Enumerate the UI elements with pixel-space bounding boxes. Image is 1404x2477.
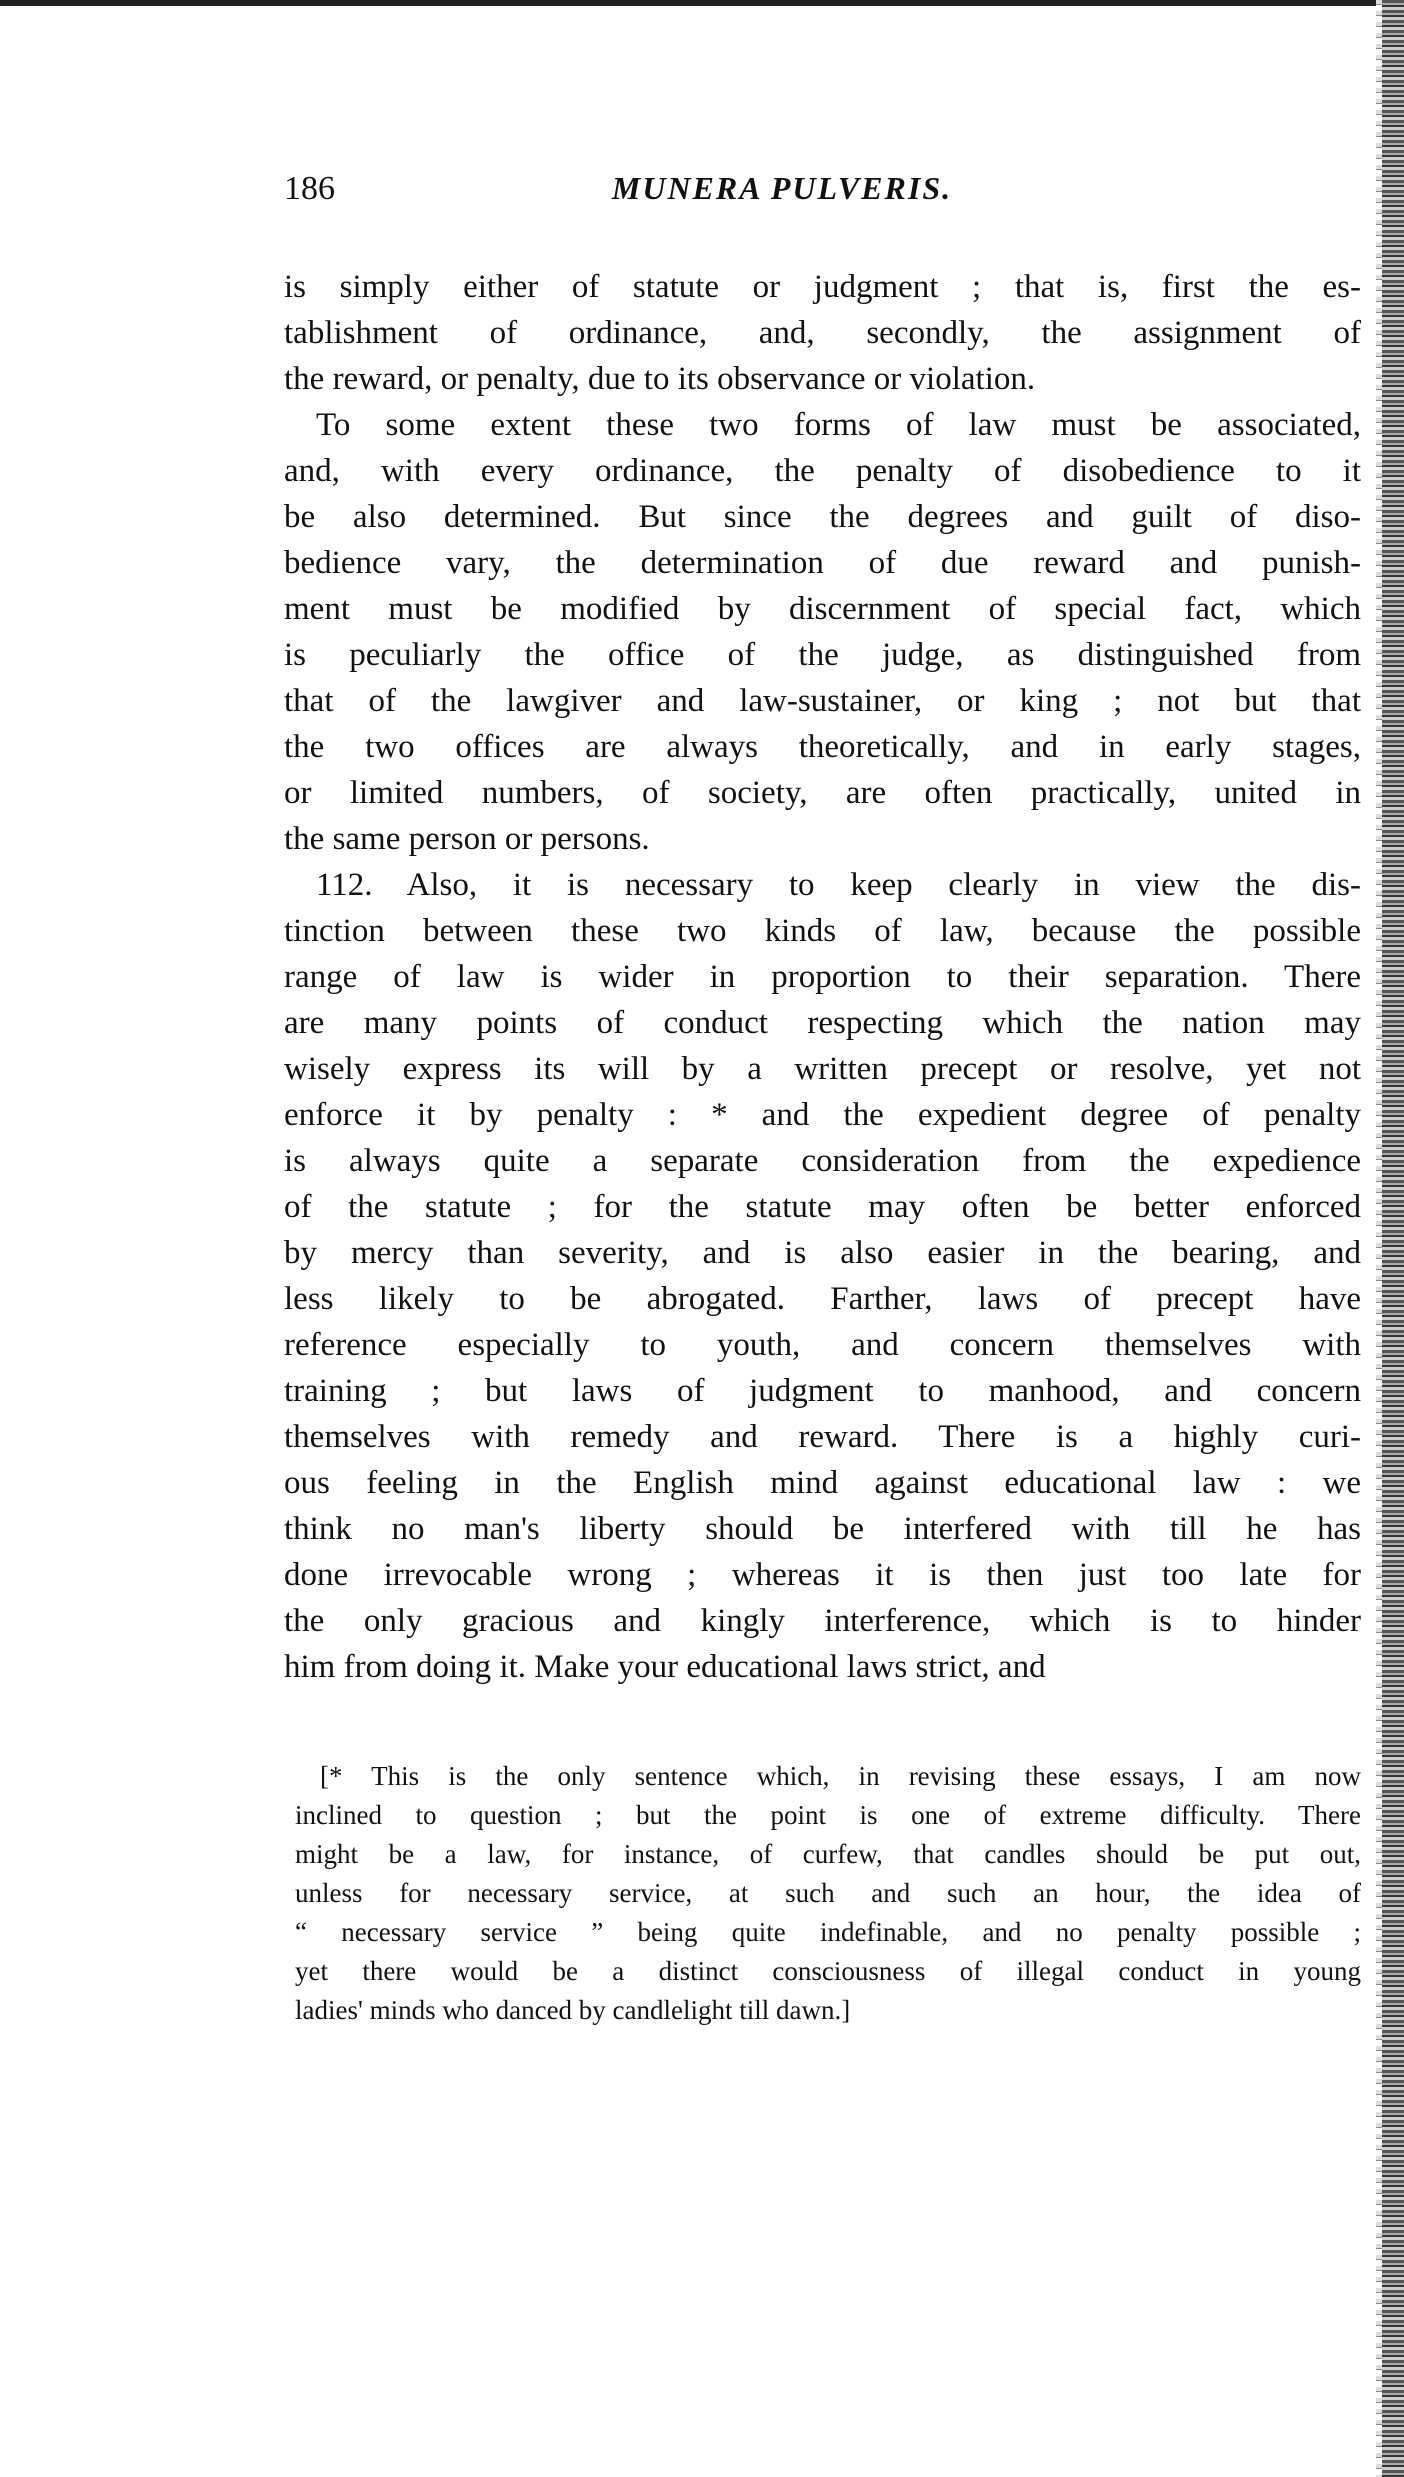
footnote-line: [* This is the only sentence which, in revising these essays, I am now bbox=[320, 1761, 1361, 1791]
text-line: be also determined. But since the degrees and guilt of diso- bbox=[284, 499, 1361, 535]
text-line: enforce it by penalty : * and the expedient degree of penalty bbox=[284, 1097, 1361, 1133]
footnote-line: unless for necessary service, at such and such an hour, the idea of bbox=[295, 1878, 1361, 1908]
text-line: is peculiarly the office of the judge, as distinguished from bbox=[284, 637, 1361, 673]
footnote bbox=[295, 1757, 1361, 2030]
scan-top-border bbox=[0, 0, 1404, 6]
text-line: range of law is wider in proportion to their separation. There bbox=[284, 959, 1361, 995]
text-line: the two offices are always theoretically, and in early stages, bbox=[284, 729, 1361, 765]
text-line: think no man's liberty should be interfered with till he has bbox=[284, 1511, 1361, 1547]
footnote-line: might be a law, for instance, of curfew, that candles should be put out, bbox=[295, 1839, 1361, 1869]
text-line: training ; but laws of judgment to manhood, and concern bbox=[284, 1373, 1361, 1409]
body-text bbox=[284, 264, 1361, 1690]
text-line: ous feeling in the English mind against educational law : we bbox=[284, 1465, 1361, 1501]
text-line: the same person or persons. bbox=[284, 821, 650, 857]
text-line: reference especially to youth, and concern themselves with bbox=[284, 1327, 1361, 1363]
page-number: 186 bbox=[284, 170, 335, 207]
text-line: done irrevocable wrong ; whereas it is then just too late for bbox=[284, 1557, 1361, 1593]
footnote-line: “ necessary service ” being quite indefinable, and no penalty possible ; bbox=[295, 1917, 1361, 1947]
text-line: tinction between these two kinds of law, because the possible bbox=[284, 913, 1361, 949]
text-line: of the statute ; for the statute may often be better enforced bbox=[284, 1189, 1361, 1225]
footnote-line: ladies' minds who danced by candlelight till dawn.] bbox=[295, 1995, 851, 2025]
running-title: MUNERA PULVERIS. bbox=[611, 170, 953, 206]
text-line: less likely to be abrogated. Farther, laws of precept have bbox=[284, 1281, 1361, 1317]
text-line: is always quite a separate consideration from the expedience bbox=[284, 1143, 1361, 1179]
text-line: ment must be modified by discernment of special fact, which bbox=[284, 591, 1361, 627]
text-line: themselves with remedy and reward. There is a highly curi- bbox=[284, 1419, 1361, 1455]
text-line: tablishment of ordinance, and, secondly, the assignment of bbox=[284, 315, 1361, 351]
running-header bbox=[284, 170, 1361, 216]
text-line: 112. Also, it is necessary to keep clearly in view the dis- bbox=[316, 867, 1361, 903]
footnote-line: yet there would be a distinct consciousness of illegal conduct in young bbox=[295, 1956, 1361, 1986]
text-line: are many points of conduct respecting which the nation may bbox=[284, 1005, 1361, 1041]
scan-page-edge bbox=[1382, 0, 1404, 2477]
text-line: bedience vary, the determination of due reward and punish- bbox=[284, 545, 1361, 581]
footnote-line: inclined to question ; but the point is one of extreme difficulty. There bbox=[295, 1800, 1361, 1830]
text-line: the reward, or penalty, due to its observance or violation. bbox=[284, 361, 1036, 397]
text-line: and, with every ordinance, the penalty of disobedience to it bbox=[284, 453, 1361, 489]
text-line: him from doing it. Make your educational laws strict, and bbox=[284, 1649, 1046, 1685]
text-line: the only gracious and kingly interference, which is to hinder bbox=[284, 1603, 1361, 1639]
text-line: by mercy than severity, and is also easier in the bearing, and bbox=[284, 1235, 1361, 1271]
text-line: To some extent these two forms of law must be associated, bbox=[316, 407, 1361, 443]
text-line: that of the lawgiver and law-sustainer, or king ; not but that bbox=[284, 683, 1361, 719]
text-line: or limited numbers, of society, are often practically, united in bbox=[284, 775, 1361, 811]
text-line: wisely express its will by a written precept or resolve, yet not bbox=[284, 1051, 1361, 1087]
text-line: is simply either of statute or judgment ; that is, first the es- bbox=[284, 269, 1361, 305]
